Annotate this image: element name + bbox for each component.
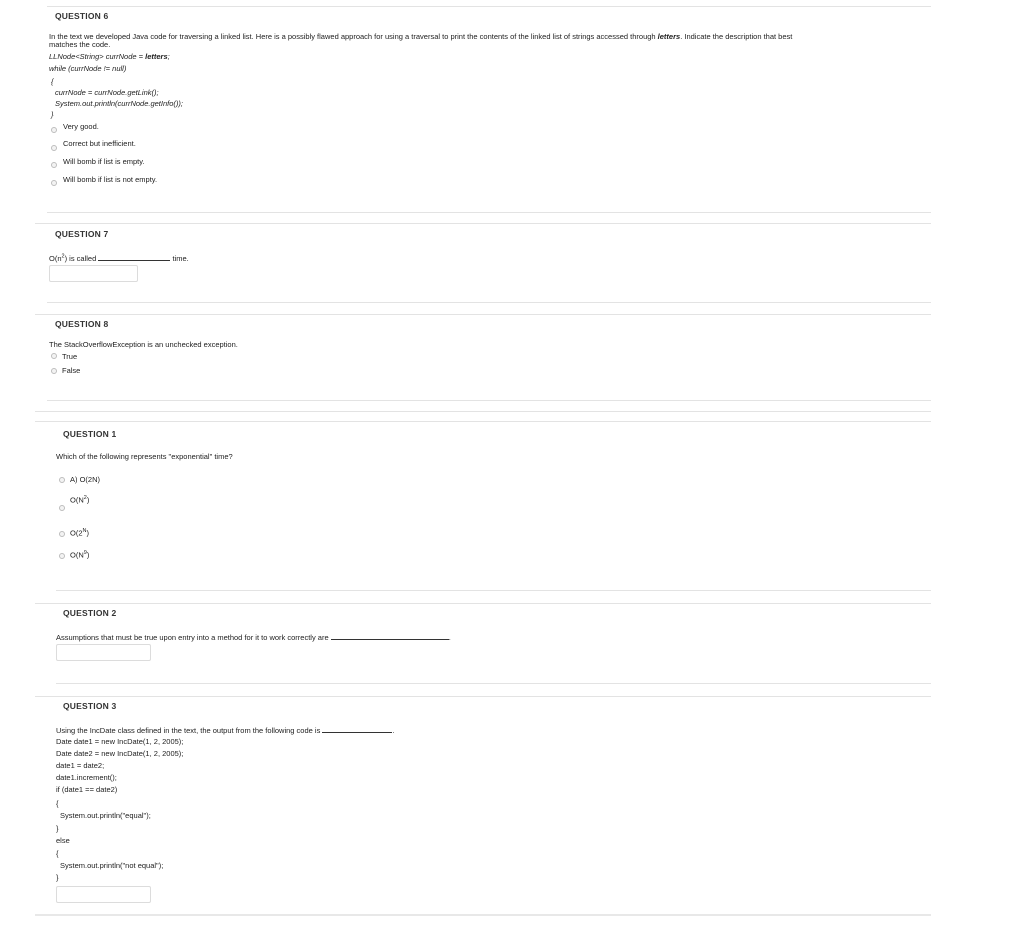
code-line: System.out.println("not equal"); [60,861,164,870]
radio-option[interactable] [59,505,65,511]
code-line: else [56,836,70,845]
prompt-text: Using the IncDate class defined in the text, the output from the following code is [56,726,321,735]
option-label [70,495,89,505]
option-label: Will bomb if list is not empty. [63,175,158,184]
option-text: O(N [70,550,84,560]
code-line: Date date2 = new IncDate(1, 2, 2005); [56,749,184,758]
separator [35,603,931,604]
radio-option[interactable] [51,353,57,359]
prompt-text: Assumptions that must be true upon entry into a method for it to work correctly are [56,633,329,642]
question-7-prompt [49,253,189,263]
blank-line [322,725,395,735]
code-line: { [56,799,59,808]
option-label: A) O(2N) [70,475,100,484]
radio-option[interactable] [59,531,65,537]
option-label: Very good. [63,122,99,131]
code-line: currNode = currNode.getLink(); [55,88,159,97]
question-6-prompt-end: . Indicate the description that best [680,32,793,41]
superscript: 2 [61,253,65,260]
radio-option[interactable] [51,180,57,186]
radio-option[interactable] [51,127,57,133]
superscript: 9 [83,550,87,556]
question-6-prompt-text: In the text we developed Java code for traversing a linked list. Here is a possibly flawed approach for using a traversal to print the contents of the linked list of strings accessed through [49,32,658,41]
option-label [70,550,89,560]
question-6-prompt-bold: letters [657,32,681,41]
prompt-text: time. [172,254,189,263]
option-text: O(N [70,495,84,505]
code-line: while (currNode != null) [49,64,127,73]
separator [35,223,931,224]
blank-line [98,253,170,261]
code-line: date1.increment(); [56,773,117,782]
blank-line [331,632,449,640]
radio-option[interactable] [51,368,57,374]
option-text: ) [86,495,90,505]
code-line [49,52,170,61]
separator [35,314,931,315]
question-6-prompt [49,32,792,41]
code-text: ; [167,52,170,61]
separator [47,302,931,303]
separator [35,421,931,422]
question-8-prompt: The StackOverflowException is an unchecked exception. [49,340,238,349]
prompt-text: . [448,633,451,642]
option-label: Will bomb if list is empty. [63,157,145,166]
code-line: date1 = date2; [56,761,105,770]
code-line: if (date1 == date2) [56,785,118,794]
separator [56,683,931,684]
code-line: Date date1 = new IncDate(1, 2, 2005); [56,737,184,746]
code-line: { [56,849,59,858]
option-label: Correct but inefficient. [63,139,136,148]
question-8-title: QUESTION 8 [55,319,109,329]
code-line: } [51,110,54,119]
option-label: False [62,366,81,375]
code-text: LLNode<String> currNode = [49,52,146,61]
option-text: ) [86,550,90,560]
answer-input[interactable] [56,644,151,661]
separator [35,696,931,697]
radio-option[interactable] [51,162,57,168]
option-text: ) [86,528,89,538]
radio-option[interactable] [59,477,65,483]
code-line: } [56,873,59,882]
option-text: O(2 [70,528,83,538]
prompt-text: ) is called [64,254,97,263]
option-label: True [62,352,78,361]
question-3-title: QUESTION 3 [63,701,117,711]
separator [47,6,931,7]
question-1-prompt: Which of the following represents "exponential" time? [56,452,233,461]
option-label [70,528,89,538]
code-bold: letters [145,52,168,61]
separator [56,590,931,591]
code-line: System.out.println(currNode.getInfo()); [55,99,183,108]
question-6-prompt-line2: matches the code. [49,40,111,49]
superscript: 2 [83,495,87,501]
separator [47,212,931,213]
code-line: { [51,77,54,86]
prompt-text: O(n [49,254,62,263]
question-6-title: QUESTION 6 [55,11,109,21]
code-line: } [56,824,59,833]
radio-option[interactable] [51,145,57,151]
answer-input[interactable] [49,265,138,282]
question-2-title: QUESTION 2 [63,608,117,618]
superscript: N [82,528,87,534]
question-7-title: QUESTION 7 [55,229,109,239]
question-2-prompt [56,632,451,642]
question-1-title: QUESTION 1 [63,429,117,439]
prompt-text: . [392,726,395,735]
separator [35,411,931,412]
separator [35,914,931,916]
answer-input[interactable] [56,886,151,903]
separator [47,400,931,401]
code-line: System.out.println("equal"); [60,811,151,820]
radio-option[interactable] [59,553,65,559]
question-3-prompt [56,725,395,735]
